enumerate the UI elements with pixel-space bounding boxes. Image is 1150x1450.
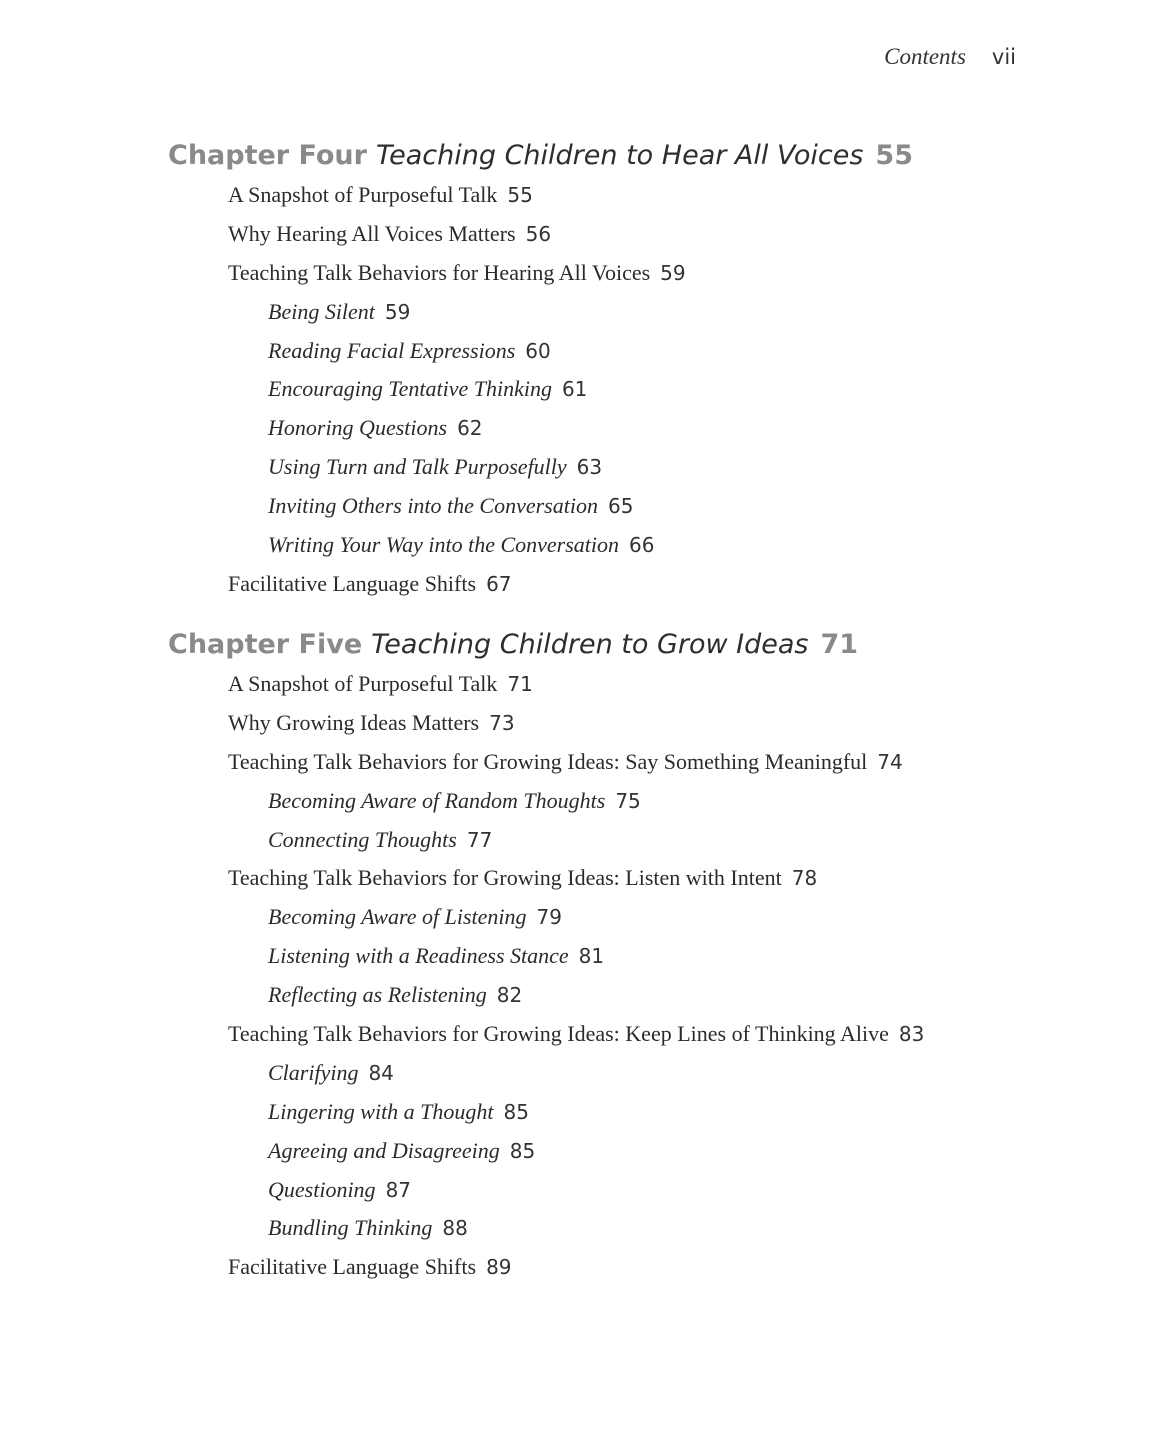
entry-page-number: 81 [578, 944, 605, 969]
toc-subentry [168, 1171, 1108, 1210]
entry-title: Facilitative Language Shifts [228, 1254, 477, 1280]
entry-title: Becoming Aware of Listening [268, 904, 527, 930]
entry-page-number: 82 [496, 983, 523, 1008]
toc-subentry [168, 1054, 1108, 1093]
entry-page-number: 59 [384, 299, 411, 324]
entry-title: Writing Your Way into the Conversation [268, 532, 620, 558]
toc-subentry [168, 332, 1108, 371]
chapter-entries [168, 665, 1108, 1287]
entry-page-number: 60 [525, 338, 551, 363]
chapter-four [168, 136, 1108, 604]
toc-subentry [168, 1093, 1108, 1132]
entry-page-number: 78 [791, 866, 818, 891]
entry-page-number: 67 [486, 571, 512, 596]
entry-title: Teaching Talk Behaviors for Growing Ideas: Keep Lines of Thinking Alive [228, 1021, 889, 1047]
entry-title: Honoring Questions [268, 415, 448, 441]
entry-page-number: 77 [466, 827, 493, 852]
entry-page-number: 79 [536, 905, 562, 930]
toc-entry [168, 215, 1108, 254]
entry-page-number: 74 [877, 749, 903, 774]
chapter-label: Chapter Five [168, 629, 363, 660]
chapter-heading [168, 625, 1108, 665]
entry-title: Connecting Thoughts [268, 826, 457, 852]
entry-title: A Snapshot of Purposeful Talk [228, 671, 498, 696]
toc-subentry [168, 487, 1108, 526]
chapter-entries [168, 176, 1108, 604]
entry-page-number: 87 [385, 1177, 412, 1202]
entry-title: Teaching Talk Behaviors for Growing Ideas: Say Something Meaningful [228, 748, 868, 774]
entry-title: A Snapshot of Purposeful Talk [228, 182, 498, 207]
entry-title: Teaching Talk Behaviors for Hearing All Voices [228, 259, 651, 285]
toc-subentry [168, 409, 1108, 448]
entry-page-number: 63 [576, 455, 603, 480]
entry-page-number: 71 [507, 672, 533, 696]
running-head-page-number: vii [991, 45, 1016, 69]
entry-page-number: 59 [660, 260, 686, 285]
entry-title: Clarifying [268, 1059, 359, 1085]
chapter-title: Teaching Children to Grow Ideas [371, 629, 809, 660]
toc-subentry [168, 370, 1108, 409]
entry-page-number: 85 [509, 1138, 536, 1163]
toc-entry [168, 665, 1108, 704]
entry-page-number: 84 [368, 1060, 394, 1085]
toc-subentry [168, 782, 1108, 821]
toc-subentry [168, 526, 1108, 565]
chapter-page-number: 71 [820, 629, 859, 660]
entry-title: Why Hearing All Voices Matters [228, 220, 516, 246]
toc-entry [168, 254, 1108, 293]
chapter-page-number: 55 [875, 140, 913, 171]
toc-entry [168, 176, 1108, 215]
entry-page-number: 56 [525, 221, 552, 246]
entry-title: Becoming Aware of Random Thoughts [268, 787, 606, 813]
entry-title: Reflecting as Relistening [268, 982, 487, 1008]
toc-entry [168, 859, 1108, 898]
toc-subentry [168, 898, 1108, 937]
entry-title: Agreeing and Disagreeing [268, 1137, 500, 1163]
chapter-five [168, 625, 1108, 1287]
entry-page-number: 65 [607, 494, 634, 519]
toc-entry [168, 704, 1108, 743]
entry-page-number: 73 [489, 710, 515, 735]
entry-title: Lingering with a Thought [268, 1098, 494, 1124]
chapter-heading [168, 136, 1108, 176]
entry-title: Questioning [268, 1176, 376, 1202]
toc-subentry [168, 1209, 1108, 1248]
entry-title: Using Turn and Talk Purposefully [268, 454, 567, 480]
toc-entry [168, 743, 1108, 782]
entry-page-number: 85 [503, 1099, 529, 1124]
toc-entry [168, 1248, 1108, 1287]
entry-title: Bundling Thinking [268, 1215, 433, 1241]
entry-title: Why Growing Ideas Matters [228, 709, 480, 735]
running-head-label: Contents [884, 44, 966, 69]
entry-page-number: 88 [442, 1216, 468, 1241]
toc-entry [168, 1015, 1108, 1054]
chapter-title: Teaching Children to Hear All Voices [375, 140, 864, 171]
running-head [884, 42, 1016, 72]
toc-entry [168, 565, 1108, 604]
entry-title: Inviting Others into the Conversation [268, 493, 598, 519]
entry-page-number: 89 [486, 1255, 512, 1280]
entry-page-number: 61 [561, 377, 588, 402]
entry-title: Facilitative Language Shifts [228, 570, 477, 596]
toc-subentry [168, 937, 1108, 976]
entry-title: Teaching Talk Behaviors for Growing Ideas: Listen with Intent [228, 865, 782, 891]
toc-subentry [168, 1132, 1108, 1171]
toc-subentry [168, 448, 1108, 487]
entry-title: Being Silent [268, 298, 375, 324]
toc-subentry [168, 821, 1108, 860]
chapter-label: Chapter Four [168, 140, 367, 171]
entry-page-number: 75 [615, 788, 641, 813]
entry-title: Listening with a Readiness Stance [268, 943, 569, 969]
entry-page-number: 62 [457, 416, 483, 441]
toc-subentry [168, 976, 1108, 1015]
entry-title: Reading Facial Expressions [268, 337, 516, 363]
entry-page-number: 66 [629, 533, 655, 558]
toc-subentry [168, 293, 1108, 332]
entry-page-number: 55 [507, 183, 533, 207]
entry-title: Encouraging Tentative Thinking [268, 376, 552, 402]
entry-page-number: 83 [898, 1022, 925, 1047]
